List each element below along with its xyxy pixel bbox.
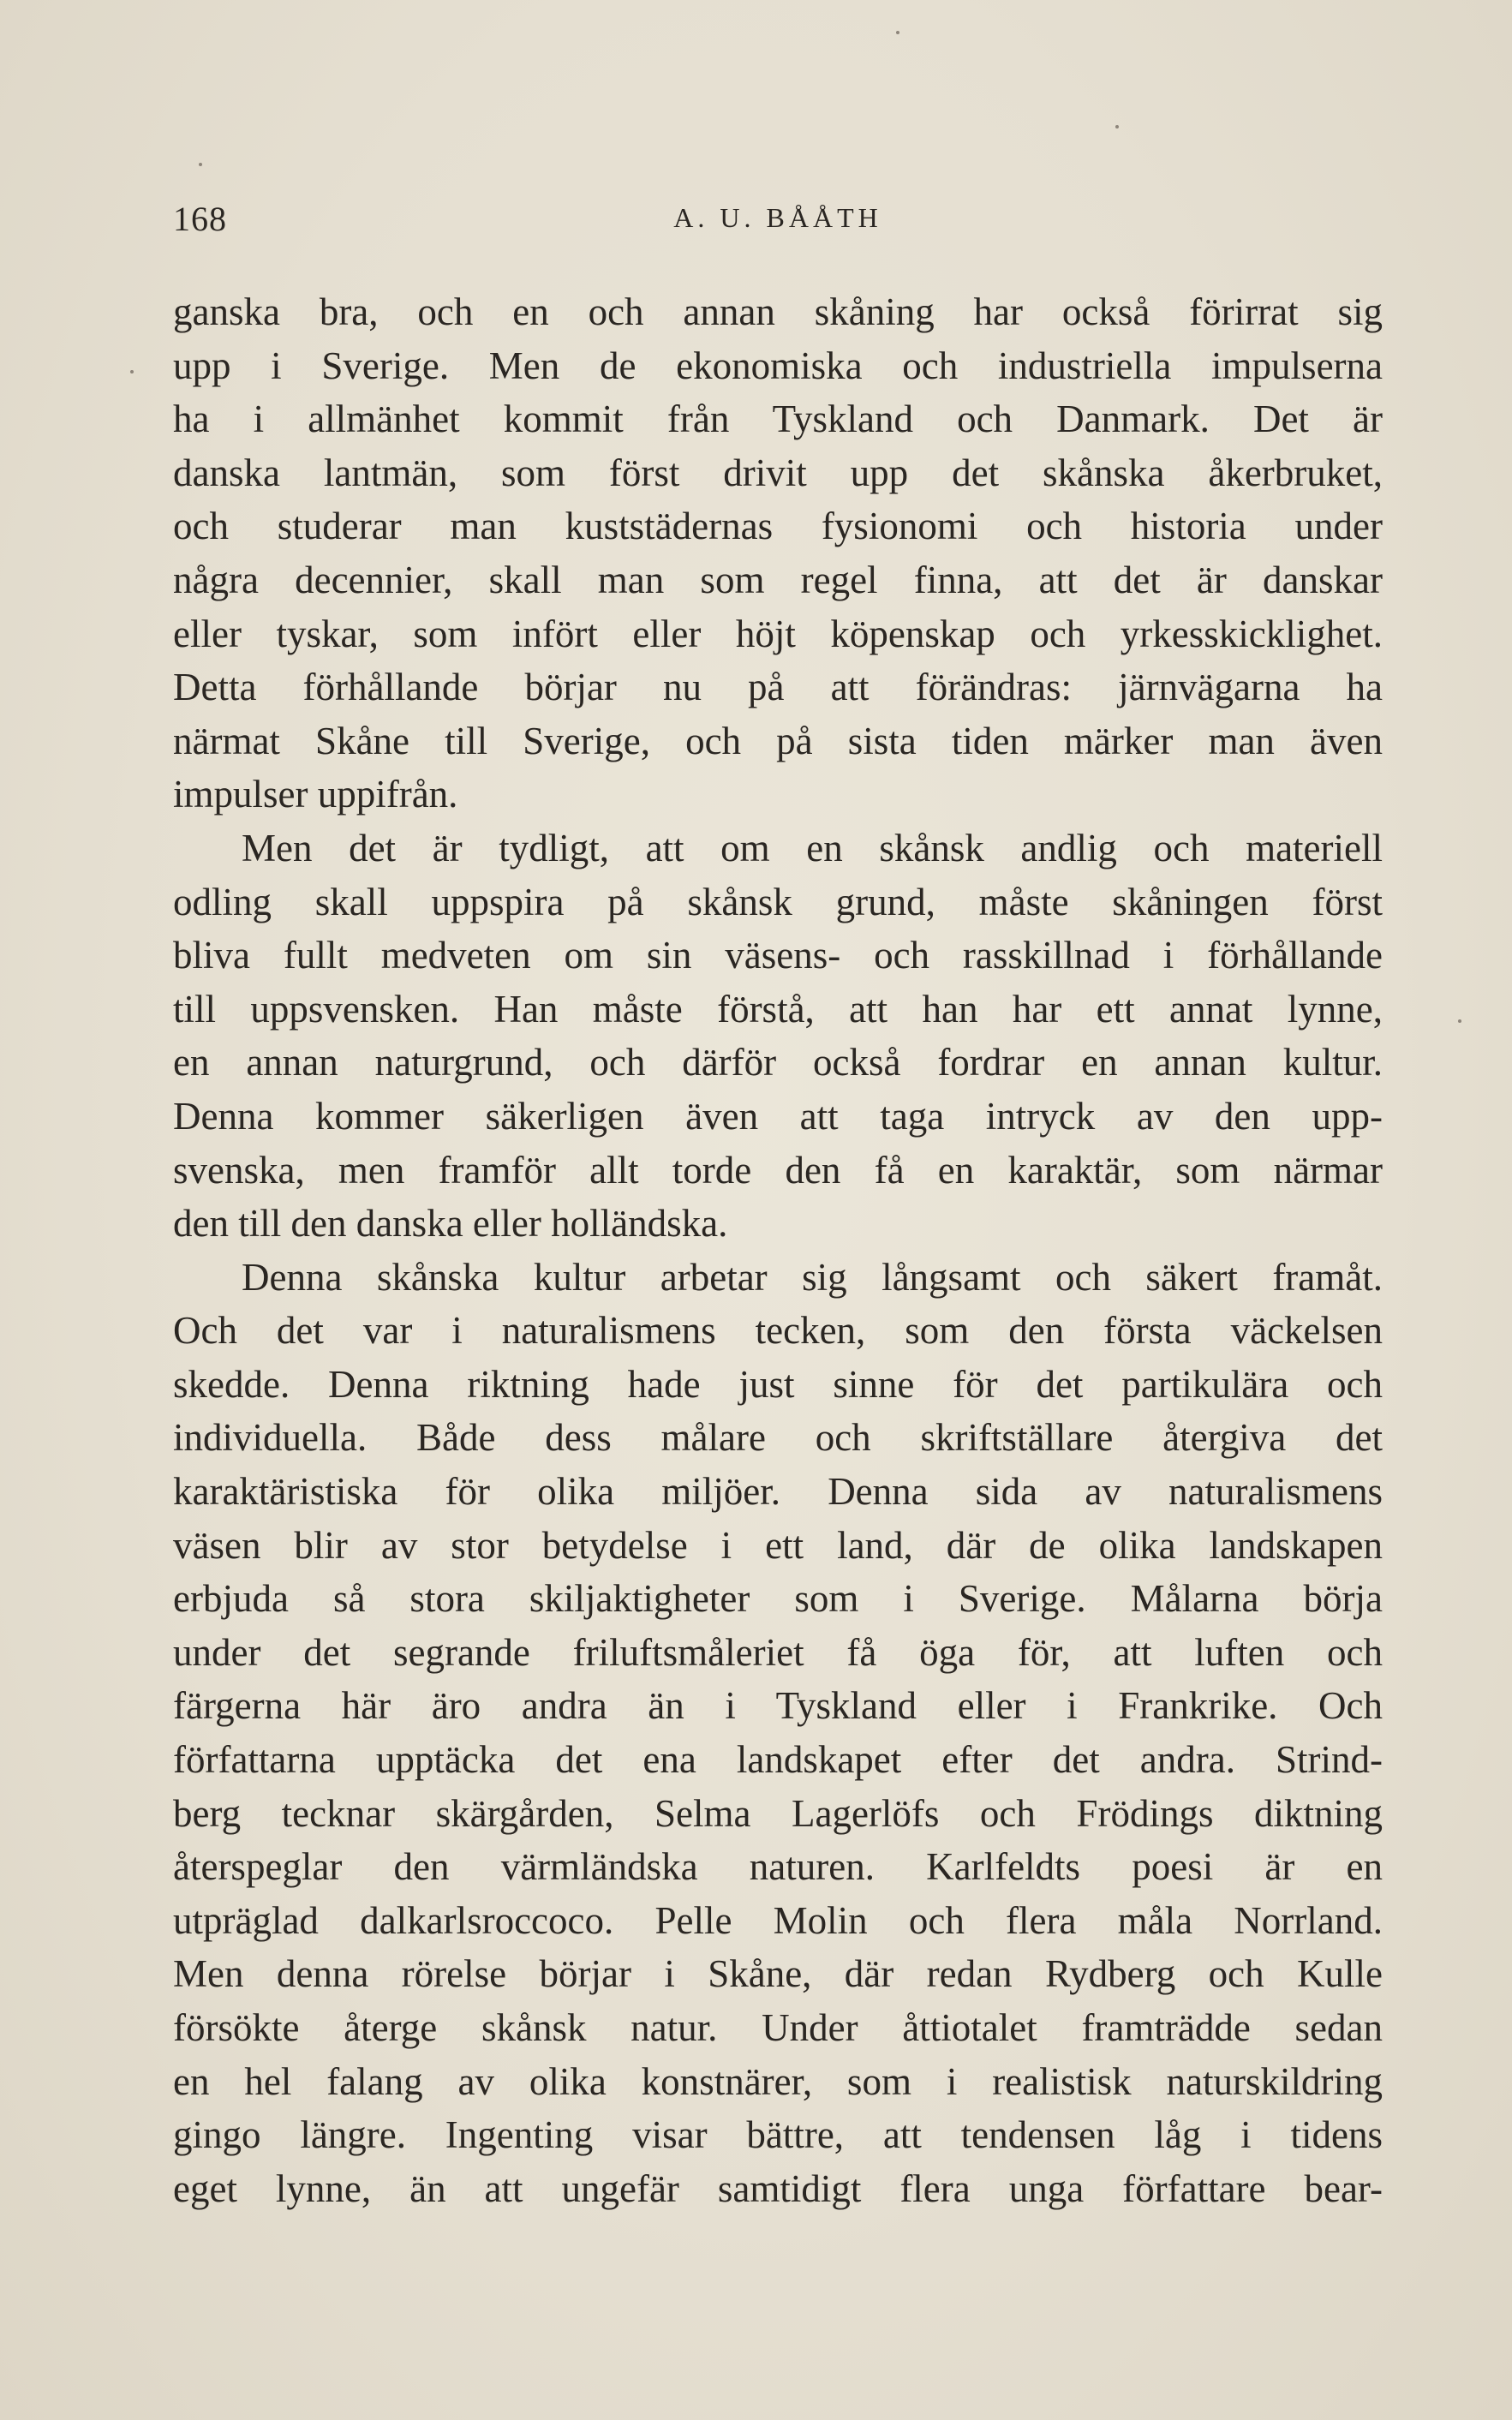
text-line: impulser uppifrån.	[173, 773, 458, 816]
text-line: utpräglad dalkarlsroccoco. Pelle Molin och flera måla Norrland.	[173, 1898, 1383, 1942]
text-line: Denna kommer säkerligen även att taga intryck av den upp-	[173, 1094, 1383, 1138]
text-line: Detta förhållande börjar nu på att förändras: järnvägarna ha	[173, 666, 1383, 709]
text-line: karaktäristiska för olika miljöer. Denna sida av naturalismens	[173, 1470, 1383, 1514]
text-line: en hel falang av olika konstnärer, som i realistisk naturskildring	[173, 2059, 1383, 2103]
page-number: 168	[173, 200, 227, 238]
text-line: försökte återge skånsk natur. Under åttiotalet framträdde sedan	[173, 2006, 1383, 2049]
text-line: närmat Skåne till Sverige, och på sista tiden märker man även	[173, 719, 1383, 762]
paper-speck	[896, 31, 899, 34]
paper-speck	[130, 370, 134, 373]
text-line: skedde. Denna riktning hade just sinne för det partikulära och	[173, 1362, 1383, 1406]
text-line: till uppsvensken. Han måste förstå, att han har ett annat lynne,	[173, 987, 1383, 1031]
text-line: erbjuda så stora skiljaktigheter som i Sverige. Målarna börja	[173, 1577, 1383, 1621]
text-line: svenska, men framför allt torde den få en karaktär, som närmar	[173, 1148, 1383, 1192]
text-line: under det segrande friluftsmåleriet få öga för, att luften och	[173, 1630, 1383, 1674]
text-line: återspeglar den värmländska naturen. Karlfeldts poesi är en	[173, 1845, 1383, 1889]
body-text	[173, 285, 1383, 2215]
text-line: Men denna rörelse börjar i Skåne, där redan Rydberg och Kulle	[173, 1952, 1383, 1996]
text-line: ha i allmänhet kommit från Tyskland och Danmark. Det är	[173, 397, 1383, 441]
paper-speck	[1115, 125, 1119, 128]
text-line: eller tyskar, som infört eller höjt köpenskap och yrkesskicklighet.	[173, 612, 1383, 655]
text-line: berg tecknar skärgården, Selma Lagerlöfs och Frödings diktning	[173, 1791, 1383, 1835]
text-line: några decennier, skall man som regel finna, att det är danskar	[173, 558, 1383, 601]
paper-speck	[1458, 1019, 1461, 1023]
text-line: ganska bra, och en och annan skåning har också förirrat sig	[173, 290, 1383, 333]
running-head: A. U. BÅÅTH	[673, 202, 882, 233]
text-line: individuella. Både dess målare och skriftställare återgiva det	[173, 1416, 1383, 1460]
text-line: Och det var i naturalismens tecken, som den första väckelsen	[173, 1309, 1383, 1353]
text-line: den till den danska eller holländska.	[173, 1202, 728, 1246]
text-line: färgerna här äro andra än i Tyskland eller i Frankrike. Och	[173, 1684, 1383, 1728]
text-line: odling skall uppspira på skånsk grund, måste skåningen först	[173, 880, 1383, 923]
text-line: eget lynne, än att ungefär samtidigt flera unga författare bear-	[173, 2166, 1383, 2210]
text-line: gingo längre. Ingenting visar bättre, att tendensen låg i tidens	[173, 2113, 1383, 2157]
text-line: Men det är tydligt, att om en skånsk andlig och materiell	[242, 826, 1383, 869]
text-line: danska lantmän, som först drivit upp det skånska åkerbruket,	[173, 451, 1383, 494]
text-line: Denna skånska kultur arbetar sig långsamt och säkert framåt.	[242, 1255, 1383, 1299]
text-line: och studerar man kuststädernas fysionomi och historia under	[173, 505, 1383, 548]
paper-speck	[199, 163, 202, 166]
text-line: bliva fullt medveten om sin väsens- och rasskillnad i förhållande	[173, 934, 1383, 977]
page-header	[173, 199, 1383, 250]
text-line: författarna upptäcka det ena landskapet efter det andra. Strind-	[173, 1738, 1383, 1782]
text-line: en annan naturgrund, och därför också fordrar en annan kultur.	[173, 1041, 1383, 1085]
text-line: väsen blir av stor betydelse i ett land, där de olika landskapen	[173, 1523, 1383, 1567]
text-line: upp i Sverige. Men de ekonomiska och industriella impulserna	[173, 344, 1383, 387]
